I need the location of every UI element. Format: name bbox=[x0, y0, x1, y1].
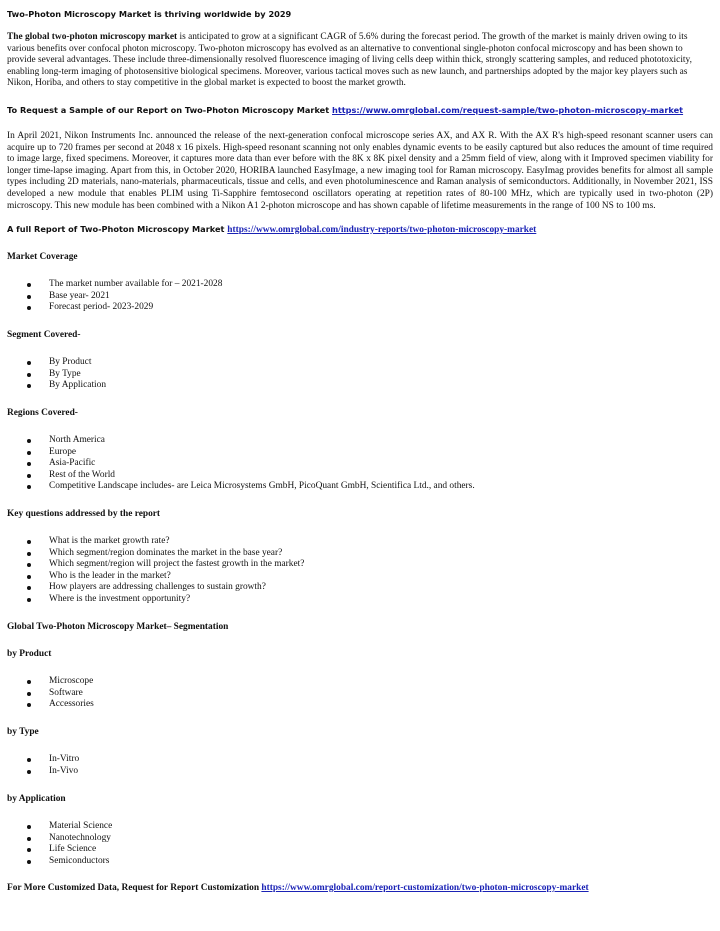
list-item: North America bbox=[7, 435, 475, 447]
list-item: Europe bbox=[7, 447, 475, 459]
list-item: Which segment/region will project the fastest growth in the market? bbox=[7, 559, 304, 571]
list-item: Competitive Landscape includes- are Leica Microsystems GmbH, PicoQuant GmbH, Scientifica Ltd., and others. bbox=[7, 481, 475, 493]
intro-bold-lead: The global two-photon microscopy market bbox=[7, 32, 178, 42]
list-item: Microscope bbox=[7, 676, 94, 688]
sample-request-label: To Request a Sample of our Report on Two-Photon Microscopy Market bbox=[7, 105, 333, 115]
market-coverage-heading: Market Coverage bbox=[7, 252, 78, 262]
list-item: Nanotechnology bbox=[7, 833, 112, 845]
full-report-label: A full Report of Two-Photon Microscopy Market bbox=[7, 224, 228, 234]
market-coverage-list bbox=[7, 279, 222, 314]
list-item: Who is the leader in the market? bbox=[7, 571, 304, 583]
list-item: Base year- 2021 bbox=[7, 291, 222, 303]
list-item: By Product bbox=[7, 357, 106, 369]
full-report-link[interactable]: https://www.omrglobal.com/industry-reports/two-photon-microscopy-market bbox=[227, 225, 537, 235]
list-item: Forecast period- 2023-2029 bbox=[7, 302, 222, 314]
by-application-list bbox=[7, 821, 112, 867]
key-questions-list bbox=[7, 536, 304, 606]
list-item: Software bbox=[7, 688, 94, 700]
by-type-heading: by Type bbox=[7, 727, 39, 737]
list-item: How players are addressing challenges to sustain growth? bbox=[7, 582, 304, 594]
by-application-heading: by Application bbox=[7, 794, 66, 804]
by-product-list bbox=[7, 676, 94, 711]
list-item: Life Science bbox=[7, 844, 112, 856]
sample-request-line bbox=[7, 105, 683, 117]
list-item: By Application bbox=[7, 380, 106, 392]
intro-paragraph bbox=[7, 32, 713, 90]
customization-link[interactable]: https://www.omrglobal.com/report-customization/two-photon-microscopy-market bbox=[261, 883, 589, 893]
customization-line bbox=[7, 883, 589, 895]
list-item: Which segment/region dominates the market in the base year? bbox=[7, 548, 304, 560]
by-type-list bbox=[7, 754, 79, 777]
list-item: Material Science bbox=[7, 821, 112, 833]
segmentation-heading: Global Two-Photon Microscopy Market– Segmentation bbox=[7, 622, 229, 632]
list-item: By Type bbox=[7, 369, 106, 381]
news-paragraph: In April 2021, Nikon Instruments Inc. announced the release of the next-generation confocal microscope series AX, and AX R. With the AX R's high-speed resonant scanner users can acquire up to 720 frames per second at 2048 x 16 pixels. High-speed resonant scanning not only enables dynamic events to be easily captured but also reduces the amount of time required to image large, fixed specimens. Moreover, it captures more data than ever before with the 8K x 8K pixel density and a 25mm field of view, along with it Improved specimen viability for longer time-lapse imaging. Apart from this, in October 2020, HORIBA launched EasyImage, a new imaging tool for Raman microscopy. EasyImag provides benefits for almost all sample types including 2D materials, nano-materials, pharmaceuticals, tissue and cells, and even photoluminescence and Raman analysis of semiconductors. Additionally, in November 2021, ISS developed a new module that enables PLIM using Ti-Sapphire femtosecond oscillators operating at repetition rates of 80-100 MHz, which are typically used in two-photon (2P) microscopy. This new module has been combined with a Nikon A1 2-photon microscope and has shown capable of lifetime measurements in the range of 100 NS to 100 ms. bbox=[7, 131, 713, 211]
key-questions-heading: Key questions addressed by the report bbox=[7, 509, 161, 519]
customization-label: For More Customized Data, Request for Report Customization bbox=[7, 883, 262, 893]
list-item: Semiconductors bbox=[7, 856, 112, 868]
regions-covered-heading: Regions Covered- bbox=[7, 408, 78, 418]
list-item: Where is the investment opportunity? bbox=[7, 594, 304, 606]
list-item: The market number available for – 2021-2028 bbox=[7, 279, 222, 291]
sample-request-link[interactable]: https://www.omrglobal.com/request-sample/two-photon-microscopy-market bbox=[332, 105, 684, 115]
segment-covered-list bbox=[7, 357, 106, 392]
list-item: Accessories bbox=[7, 699, 94, 711]
by-product-heading: by Product bbox=[7, 649, 52, 659]
list-item: Rest of the World bbox=[7, 470, 475, 482]
full-report-line bbox=[7, 224, 536, 237]
segment-covered-heading: Segment Covered- bbox=[7, 330, 81, 340]
list-item: What is the market growth rate? bbox=[7, 536, 304, 548]
list-item: In-Vitro bbox=[7, 754, 79, 766]
intro-text: is anticipated to grow at a significant CAGR of 5.6% during the forecast period. The growth of the market is mainly driven owing to its various benefits over confocal photon microscopy. Two-photon microscopy has evolved as an alternative to conventional single-photon confocal microscopy and has been shown to provide several advantages. These include three-dimensionally resolved fluorescence imaging of living cells deep within thick, strongly scattering samples, and reduced phototoxicity, enabling long-term imaging of photosensitive biological specimens. Moreover, various tactical moves such as new launch, and partnerships adopted by the major key players such as Nikon, Horiba, and others to stay competitive in the global market is expected to boost the market growth. bbox=[7, 32, 692, 89]
regions-covered-list bbox=[7, 435, 475, 493]
list-item: Asia-Pacific bbox=[7, 458, 475, 470]
page-title: Two-Photon Microscopy Market is thriving worldwide by 2029 bbox=[7, 9, 292, 19]
list-item: In-Vivo bbox=[7, 766, 79, 778]
